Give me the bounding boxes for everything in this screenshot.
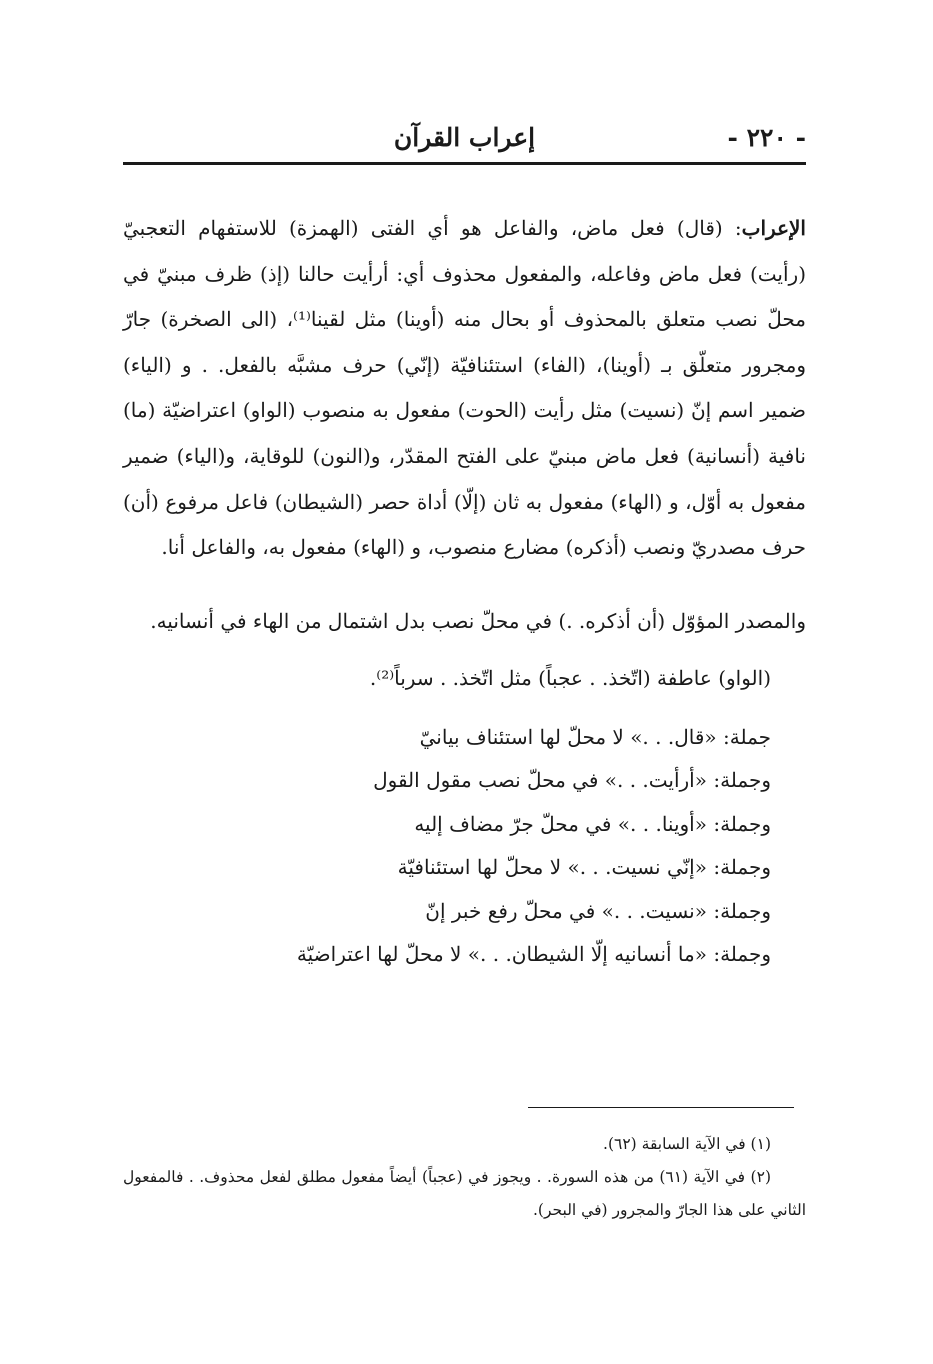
footnotes	[123, 1128, 806, 1227]
clause-item: وجملة: «إنّي نسيت. . .» لا محلّ لها استئنافيّة	[397, 855, 771, 880]
footnote-rule	[528, 1107, 794, 1108]
paragraph-irab	[123, 206, 806, 571]
header-rule	[123, 162, 806, 165]
page-header	[123, 118, 806, 162]
clause-item: وجملة: «أوينا. . .» في محلّ جرّ مضاف إليه	[414, 811, 771, 836]
irab-heading: الإعراب	[741, 216, 806, 240]
page-number: - ٢٢٠ -	[727, 123, 806, 152]
footnote-1: (١) في الآية السابقة (٦٢).	[603, 1135, 771, 1153]
running-title: إعراب القرآن	[393, 123, 536, 152]
clause-list	[123, 716, 806, 977]
paragraph-waw: (الواو) عاطفة (اتّخذ. . عجباً) مثل اتّخذ. . سرباً⁽²⁾.	[369, 666, 771, 691]
clause-item: وجملة: «نسيت. . .» في محلّ رفع خبر إنّ	[425, 898, 771, 923]
footnote-2: (٢) في الآية (٦١) من هذه السورة. . ويجوز في (عجباً) أيضاً مفعول مطلق لفعل محذوف. . فالمفعول الثاني على هذا الجارّ والمجرور (في البحر).	[123, 1168, 806, 1219]
irab-text: : (قال) فعل ماض، والفاعل هو أي الفتى (الهمزة) للاستفهام التعجبيّ (رأيت) فعل ماض وفاعله، والمفعول محذوف أي: أرأيت حالنا (إذ) ظرف مبنيّ في محلّ نصب متعلق بالمحذوف أو بحال منه (أوينا) مثل لقينا⁽¹⁾، (الى الصخرة) جارّ ومجرور متعلّق بـ (أوينا)، (الفاء) استئنافيّة (إنّي) حرف مشبَّه بالفعل. . و (الياء) ضمير اسم إنّ (نسيت) مثل رأيت (الحوت) مفعول به منصوب (الواو) اعتراضيّة (ما) نافية (أنسانية) فعل ماض مبنيّ على الفتح المقدّر، و(النون) للوقاية، و(الياء) ضمير مفعول به أوّل، و (الهاء) مفعول به ثان (إلّا) أداة حصر (الشيطان) فاعل مرفوع (أن) حرف مصدريّ ونصب (أذكره) مضارع منصوب، و (الهاء) مفعول به، والفاعل أنا.	[123, 216, 806, 560]
main-text	[123, 206, 806, 977]
clause-item: وجملة: «أرأيت. . .» في محلّ نصب مقول القول	[373, 768, 771, 793]
clause-item: جملة: «قال. . .» لا محلّ لها استئناف بيانيّ	[419, 724, 771, 749]
clause-item: وجملة: «ما أنسانيه إلّا الشيطان. . .» لا محلّ لها اعتراضيّة	[296, 942, 771, 967]
paragraph-masdar: والمصدر المؤوّل (أن أذكره. .) في محلّ نصب بدل اشتمال من الهاء في أنسانيه.	[150, 608, 806, 633]
